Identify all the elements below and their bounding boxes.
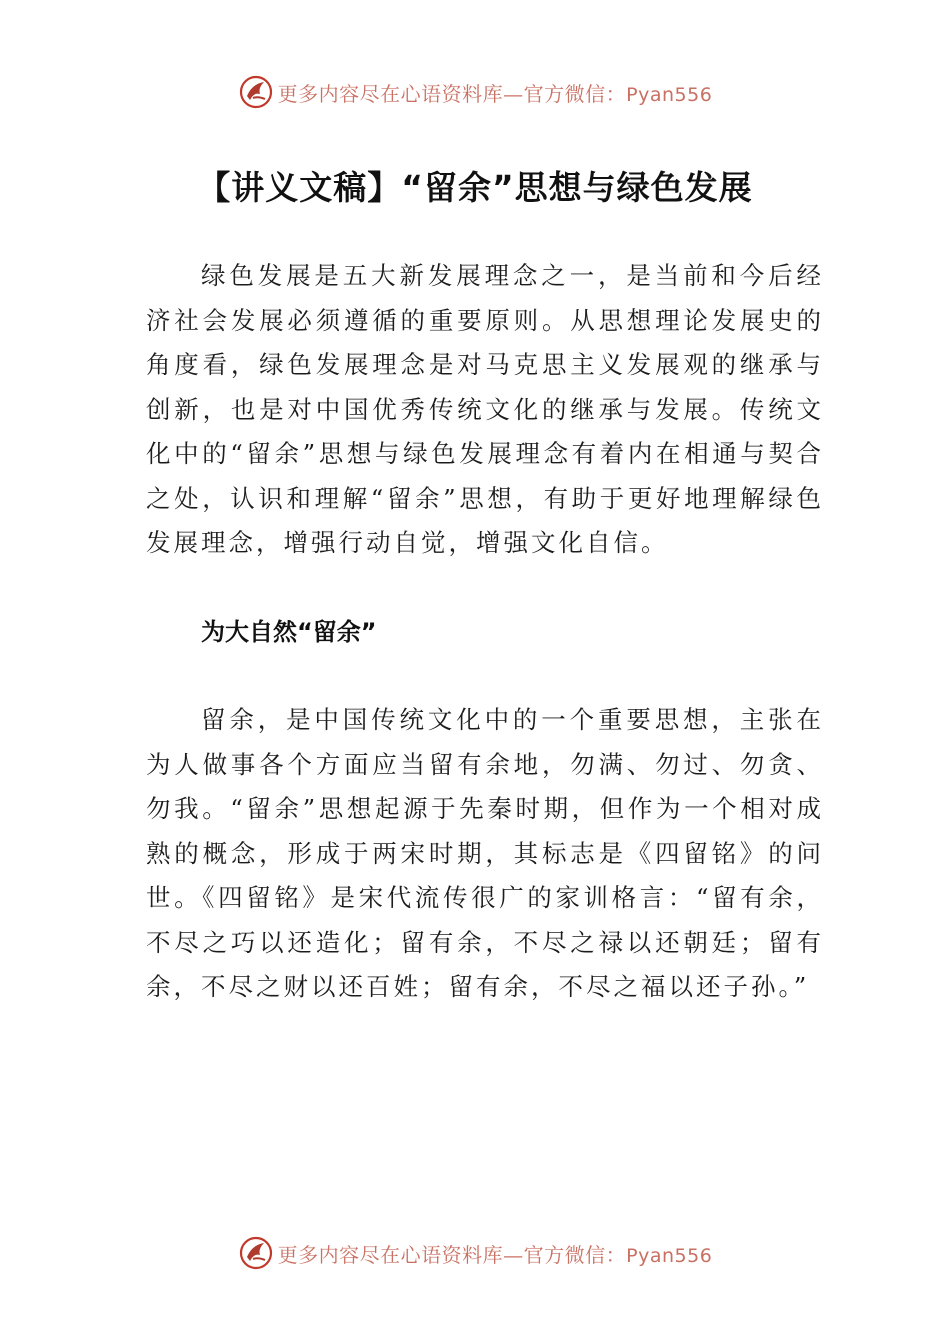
paragraph-liuyu: 留余，是中国传统文化中的一个重要思想，主张在为人做事各个方面应当留有余地，勿满、勿过、勿贪、勿我。“留余”思想起源于先秦时期，但作为一个相对成熟的概念，形成于两宋时期，其标志是《四留铭》的问世。《四留铭》是宋代流传很广的家训格言：“留有余，不尽之巧以还造化；留有余，不尽之禄以还朝廷；留有余，不尽之财以还百姓；留有余，不尽之福以还子孙。”	[146, 705, 824, 1001]
banner-text: 更多内容尽在心语资料库—官方微信：Pyan556	[277, 1242, 713, 1267]
section-heading: 为大自然“留余”	[201, 618, 377, 646]
wechat-id: Pyan556	[626, 1244, 713, 1267]
fist-brush-logo-icon	[238, 74, 274, 110]
fist-brush-logo-icon	[238, 1235, 274, 1271]
header-banner	[0, 72, 950, 112]
page-title: 【讲义文稿】“留余”思想与绿色发展	[197, 168, 753, 207]
footer-banner	[0, 1233, 950, 1273]
banner-text: 更多内容尽在心语资料库—官方微信：Pyan556	[277, 81, 713, 106]
wechat-id: Pyan556	[626, 83, 713, 106]
paragraph-intro: 绿色发展是五大新发展理念之一，是当前和今后经济社会发展必须遵循的重要原则。从思想理论发展史的角度看，绿色发展理念是对马克思主义发展观的继承与创新，也是对中国优秀传统文化的继承与发展。传统文化中的“留余”思想与绿色发展理念有着内在相通与契合之处，认识和理解“留余”思想，有助于更好地理解绿色发展理念，增强行动自觉，增强文化自信。	[146, 261, 824, 557]
